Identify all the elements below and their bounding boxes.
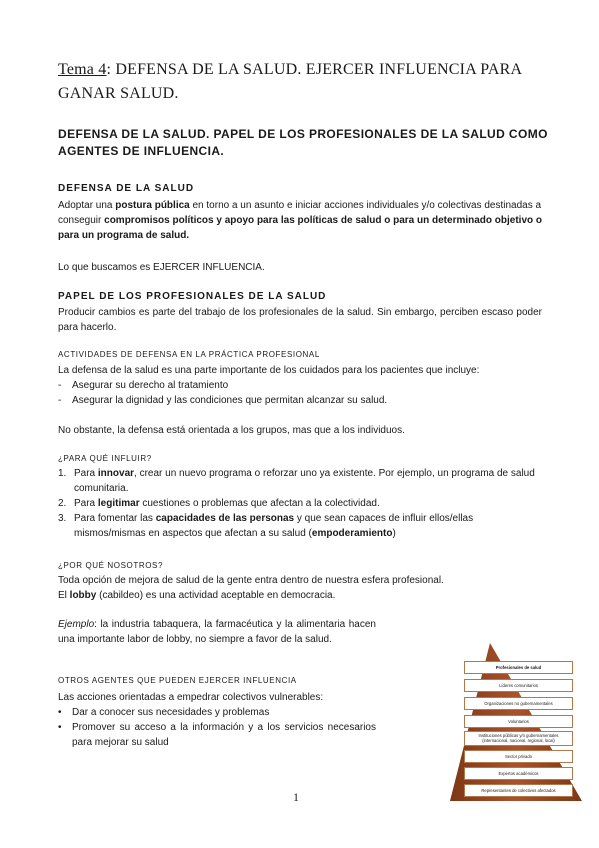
paragraph-defensa-grupos: No obstante, la defensa está orientada a los grupos, mas que a los individuos. <box>58 425 405 436</box>
list-item <box>58 496 542 511</box>
text-bold: postura pública <box>115 200 190 211</box>
text-run: ) <box>392 528 396 539</box>
bullet-marker: • <box>58 707 62 718</box>
list-item <box>58 393 542 408</box>
text-bold: capacidades de las personas <box>155 513 295 524</box>
heading-por-que: ¿POR QUÉ NOSOTROS? <box>58 561 164 570</box>
page-number: 1 <box>293 790 299 804</box>
text-run: El <box>58 590 70 601</box>
text-bold: legitimar <box>97 498 140 509</box>
activities-block <box>58 363 542 408</box>
otros-block <box>58 690 376 750</box>
text-bold: compromisos políticos y apoyo para las políticas de salud o para un determinado objetivo o para un programa de salud. <box>58 215 543 241</box>
list-item-text: Dar a conocer sus necesidades y problemas <box>72 707 270 718</box>
bullet-marker: • <box>58 722 62 733</box>
heading-papel: PAPEL DE LOS PROFESIONALES DE LA SALUD <box>58 291 327 302</box>
list-item <box>58 378 542 393</box>
pyramid-level: Organizaciones no gubernamentales <box>464 697 573 710</box>
text-italic: Ejemplo <box>58 619 95 630</box>
text-run: Para <box>74 498 98 509</box>
pyramid-level: Profesionales de salud <box>464 661 573 674</box>
pyramid-level: Líderes comunitarios <box>464 679 573 692</box>
heading-defensa: DEFENSA DE LA SALUD <box>58 183 195 194</box>
paragraph-ejemplo <box>58 617 376 647</box>
number-marker: 2. <box>58 498 67 509</box>
activities-list <box>58 378 542 408</box>
list-item <box>58 705 376 720</box>
main-title-topic: Tema 4 <box>58 61 107 78</box>
text-run: y que sean capaces de influir ellos/ellas mismos/mismas en aspectos que afectan a su salud ( <box>74 513 474 539</box>
pyramid-level: Sector privado <box>464 750 573 763</box>
text-run: Para fomentar las <box>74 513 156 524</box>
pyramid-level: Expertos académicos <box>464 767 573 780</box>
list-item <box>58 720 376 750</box>
activities-intro: La defensa de la salud es una parte importante de los cuidados para los pacientes que incluye: <box>58 365 480 376</box>
list-item-text: Asegurar la dignidad y las condiciones que permitan alcanzar su salud. <box>72 395 388 406</box>
paragraph-defensa-definition <box>58 198 542 243</box>
paragraph-papel: Producir cambios es parte del trabajo de los profesionales de la salud. Sin embargo, perciben escaso poder para hacerlo. <box>58 307 542 333</box>
list-item-text: Asegurar su derecho al tratamiento <box>72 380 229 391</box>
section-title: DEFENSA DE LA SALUD. PAPEL DE LOS PROFESIONALES DE LA SALUD COMO AGENTES DE INFLUENCIA. <box>58 127 548 158</box>
pyramid-level: Voluntarios <box>464 715 573 728</box>
text-line: Toda opción de mejora de salud de la gente entra dentro de nuestra esfera profesional. <box>58 575 444 586</box>
agents-pyramid-figure <box>450 643 590 803</box>
dash-marker: - <box>58 395 62 406</box>
pyramid-level: Representantes de colectivos afectados <box>464 784 573 797</box>
number-marker: 1. <box>58 468 67 479</box>
paragraph-ejercer-influencia: Lo que buscamos es EJERCER INFLUENCIA. <box>58 262 265 273</box>
text-run: Adoptar una <box>58 200 116 211</box>
list-item <box>58 466 542 496</box>
dash-marker: - <box>58 380 62 391</box>
list-item <box>58 511 542 541</box>
text-run: , crear un nuevo programa o reforzar uno ya existente. Por ejemplo, un programa de salud comunitaria. <box>74 468 535 494</box>
heading-actividades: ACTIVIDADES DE DEFENSA EN LA PRÁCTICA PROFESIONAL <box>58 350 320 359</box>
otros-intro: Las acciones orientadas a empedrar colectivos vulnerables: <box>58 692 324 703</box>
text-run: : la industria tabaquera, la farmacéutica y la alimentaria hacen una importante labor de lobby, no siempre a favor de la salud. <box>58 619 376 645</box>
text-bold: empoderamiento <box>311 528 393 539</box>
main-title-text: : DEFENSA DE LA SALUD. EJERCER INFLUENCIA PARA GANAR SALUD. <box>58 61 522 102</box>
reasons-list <box>58 466 542 541</box>
pyramid-level: Instituciones públicas y/o gubernamentales (internacional, nacional, regional, local) <box>464 731 573 746</box>
main-title <box>58 58 548 106</box>
text-bold: lobby <box>69 590 97 601</box>
list-item-text: Promover su acceso a la información y a los servicios necesarios para mejorar su salud <box>72 722 376 748</box>
heading-para-que: ¿PARA QUÉ INFLUIR? <box>58 454 152 463</box>
text-run: cuestiones o problemas que afectan a la colectividad. <box>139 498 380 509</box>
otros-list <box>58 705 376 750</box>
text-run: en torno a un asunto e iniciar acciones individuales y/o colectivas destinadas a conseguir <box>58 200 542 226</box>
text-run: (cabildeo) es una actividad aceptable en democracia. <box>96 590 336 601</box>
heading-otros-agentes: OTROS AGENTES QUE PUEDEN EJERCER INFLUENCIA <box>58 676 297 685</box>
text-run: Para <box>74 468 98 479</box>
paragraph-por-que <box>58 573 542 603</box>
number-marker: 3. <box>58 513 67 524</box>
text-line <box>58 588 542 603</box>
text-bold: innovar <box>97 468 135 479</box>
